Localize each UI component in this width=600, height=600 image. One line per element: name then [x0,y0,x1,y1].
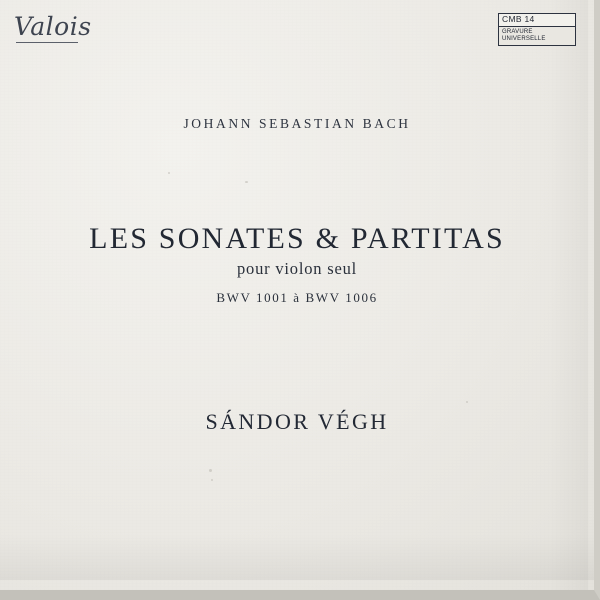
valois-logo: Valois [14,12,92,41]
catalog-number: CMB 14 [499,14,575,27]
performer-name: SÁNDOR VÉGH [205,409,389,434]
catalog-range: BWV 1001 à BWV 1006 [216,290,378,305]
album-subtitle: pour violon seul [236,259,358,278]
bottom-edge-shadow [0,534,594,580]
paper-speck [466,401,468,403]
album-title: LES SONATES & PARTITAS [89,222,505,255]
valois-logo-underline [16,42,78,43]
catalog-box [498,13,576,46]
paper-speck [245,181,248,183]
catalog-note: GRAVURE UNIVERSELLE [499,27,575,44]
paper-speck [211,479,213,481]
composer-name: JOHANN SEBASTIAN BACH [183,116,411,131]
paper-speck [209,469,212,472]
paper-speck [168,172,170,174]
